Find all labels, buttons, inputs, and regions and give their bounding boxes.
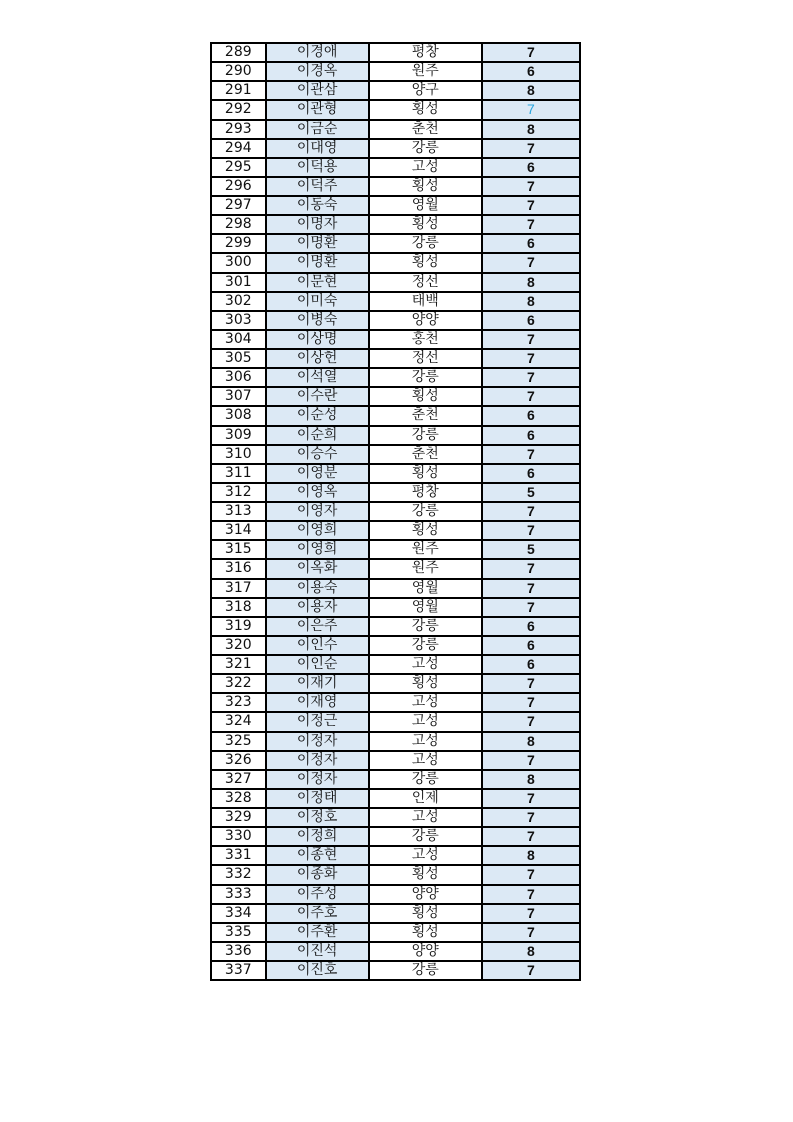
row-number-cell: 313: [211, 502, 266, 521]
row-number-cell: 300: [211, 253, 266, 272]
name-cell: 이승수: [266, 445, 369, 464]
region-cell: 춘천: [369, 406, 482, 425]
row-number-cell: 290: [211, 62, 266, 81]
region-cell: 강릉: [369, 426, 482, 445]
name-cell: 이미숙: [266, 292, 369, 311]
name-cell: 이재기: [266, 674, 369, 693]
region-cell: 횡성: [369, 923, 482, 942]
row-number-cell: 294: [211, 139, 266, 158]
region-cell: 강릉: [369, 961, 482, 980]
row-number-cell: 311: [211, 464, 266, 483]
name-cell: 이상헌: [266, 349, 369, 368]
score-cell: 7: [482, 521, 580, 540]
name-cell: 이인수: [266, 636, 369, 655]
row-number-cell: 289: [211, 43, 266, 62]
score-cell: 7: [482, 961, 580, 980]
table-row: [211, 445, 580, 464]
region-cell: 고성: [369, 693, 482, 712]
region-cell: 횡성: [369, 904, 482, 923]
row-number-cell: 318: [211, 598, 266, 617]
region-cell: 춘천: [369, 445, 482, 464]
name-cell: 이정호: [266, 808, 369, 827]
score-cell: 8: [482, 770, 580, 789]
score-cell: 8: [482, 732, 580, 751]
region-cell: 원주: [369, 62, 482, 81]
region-cell: 홍천: [369, 330, 482, 349]
score-cell: 7: [482, 100, 580, 119]
region-cell: 정선: [369, 349, 482, 368]
region-cell: 고성: [369, 751, 482, 770]
region-cell: 원주: [369, 540, 482, 559]
name-cell: 이덕주: [266, 177, 369, 196]
name-cell: 이진석: [266, 942, 369, 961]
region-cell: 강릉: [369, 139, 482, 158]
roster-table: [210, 42, 581, 981]
score-cell: 8: [482, 292, 580, 311]
region-cell: 정선: [369, 273, 482, 292]
table-row: [211, 712, 580, 731]
region-cell: 양구: [369, 81, 482, 100]
name-cell: 이석열: [266, 368, 369, 387]
name-cell: 이주호: [266, 904, 369, 923]
table-row: [211, 292, 580, 311]
row-number-cell: 334: [211, 904, 266, 923]
region-cell: 고성: [369, 732, 482, 751]
table-row: [211, 923, 580, 942]
table-row: [211, 674, 580, 693]
table-row: [211, 540, 580, 559]
row-number-cell: 332: [211, 865, 266, 884]
score-cell: 6: [482, 311, 580, 330]
table-row: [211, 789, 580, 808]
score-cell: 7: [482, 789, 580, 808]
score-cell: 7: [482, 904, 580, 923]
table-row: [211, 617, 580, 636]
table-row: [211, 43, 580, 62]
row-number-cell: 316: [211, 559, 266, 578]
name-cell: 이병숙: [266, 311, 369, 330]
row-number-cell: 333: [211, 885, 266, 904]
region-cell: 태백: [369, 292, 482, 311]
row-number-cell: 301: [211, 273, 266, 292]
name-cell: 이정희: [266, 827, 369, 846]
score-cell: 7: [482, 445, 580, 464]
score-cell: 6: [482, 655, 580, 674]
name-cell: 이명환: [266, 234, 369, 253]
score-cell: 6: [482, 234, 580, 253]
table-row: [211, 368, 580, 387]
row-number-cell: 306: [211, 368, 266, 387]
table-row: [211, 158, 580, 177]
table-row: [211, 942, 580, 961]
name-cell: 이관삼: [266, 81, 369, 100]
table-row: [211, 253, 580, 272]
region-cell: 영월: [369, 579, 482, 598]
score-cell: 7: [482, 712, 580, 731]
table-row: [211, 808, 580, 827]
region-cell: 춘천: [369, 120, 482, 139]
region-cell: 강릉: [369, 636, 482, 655]
table-row: [211, 732, 580, 751]
name-cell: 이영희: [266, 540, 369, 559]
name-cell: 이대영: [266, 139, 369, 158]
table-row: [211, 751, 580, 770]
name-cell: 이진호: [266, 961, 369, 980]
row-number-cell: 302: [211, 292, 266, 311]
score-cell: 8: [482, 942, 580, 961]
row-number-cell: 312: [211, 483, 266, 502]
name-cell: 이명환: [266, 253, 369, 272]
score-cell: 5: [482, 483, 580, 502]
table-row: [211, 464, 580, 483]
table-row: [211, 139, 580, 158]
row-number-cell: 293: [211, 120, 266, 139]
region-cell: 횡성: [369, 387, 482, 406]
row-number-cell: 298: [211, 215, 266, 234]
table-row: [211, 81, 580, 100]
row-number-cell: 320: [211, 636, 266, 655]
score-cell: 8: [482, 846, 580, 865]
row-number-cell: 296: [211, 177, 266, 196]
table-row: [211, 961, 580, 980]
table-row: [211, 483, 580, 502]
score-cell: 7: [482, 923, 580, 942]
score-cell: 6: [482, 62, 580, 81]
score-cell: 7: [482, 559, 580, 578]
table-row: [211, 885, 580, 904]
name-cell: 이순성: [266, 406, 369, 425]
table-row: [211, 120, 580, 139]
name-cell: 이상명: [266, 330, 369, 349]
region-cell: 양양: [369, 885, 482, 904]
score-cell: 5: [482, 540, 580, 559]
score-cell: 7: [482, 43, 580, 62]
row-number-cell: 325: [211, 732, 266, 751]
row-number-cell: 315: [211, 540, 266, 559]
row-number-cell: 324: [211, 712, 266, 731]
region-cell: 횡성: [369, 521, 482, 540]
name-cell: 이종화: [266, 865, 369, 884]
row-number-cell: 297: [211, 196, 266, 215]
row-number-cell: 309: [211, 426, 266, 445]
region-cell: 강릉: [369, 770, 482, 789]
name-cell: 이문현: [266, 273, 369, 292]
region-cell: 강릉: [369, 617, 482, 636]
region-cell: 고성: [369, 158, 482, 177]
row-number-cell: 295: [211, 158, 266, 177]
row-number-cell: 336: [211, 942, 266, 961]
score-cell: 7: [482, 215, 580, 234]
name-cell: 이경애: [266, 43, 369, 62]
row-number-cell: 335: [211, 923, 266, 942]
table-row: [211, 406, 580, 425]
region-cell: 인제: [369, 789, 482, 808]
region-cell: 강릉: [369, 827, 482, 846]
region-cell: 고성: [369, 808, 482, 827]
row-number-cell: 326: [211, 751, 266, 770]
table-row: [211, 100, 580, 119]
score-cell: 7: [482, 827, 580, 846]
table-row: [211, 177, 580, 196]
name-cell: 이주환: [266, 923, 369, 942]
score-cell: 7: [482, 808, 580, 827]
score-cell: 7: [482, 598, 580, 617]
name-cell: 이영자: [266, 502, 369, 521]
row-number-cell: 319: [211, 617, 266, 636]
score-cell: 6: [482, 464, 580, 483]
name-cell: 이금순: [266, 120, 369, 139]
row-number-cell: 330: [211, 827, 266, 846]
row-number-cell: 310: [211, 445, 266, 464]
score-cell: 7: [482, 177, 580, 196]
name-cell: 이용자: [266, 598, 369, 617]
region-cell: 평창: [369, 43, 482, 62]
score-cell: 7: [482, 196, 580, 215]
row-number-cell: 322: [211, 674, 266, 693]
score-cell: 6: [482, 426, 580, 445]
region-cell: 평창: [369, 483, 482, 502]
name-cell: 이재영: [266, 693, 369, 712]
table-row: [211, 865, 580, 884]
row-number-cell: 299: [211, 234, 266, 253]
region-cell: 횡성: [369, 464, 482, 483]
region-cell: 횡성: [369, 177, 482, 196]
row-number-cell: 303: [211, 311, 266, 330]
table-row: [211, 234, 580, 253]
name-cell: 이수란: [266, 387, 369, 406]
region-cell: 강릉: [369, 502, 482, 521]
score-cell: 7: [482, 502, 580, 521]
score-cell: 6: [482, 617, 580, 636]
score-cell: 8: [482, 120, 580, 139]
row-number-cell: 317: [211, 579, 266, 598]
score-cell: 7: [482, 253, 580, 272]
table-row: [211, 502, 580, 521]
name-cell: 이경옥: [266, 62, 369, 81]
region-cell: 원주: [369, 559, 482, 578]
row-number-cell: 327: [211, 770, 266, 789]
row-number-cell: 292: [211, 100, 266, 119]
score-cell: 7: [482, 139, 580, 158]
name-cell: 이정태: [266, 789, 369, 808]
region-cell: 횡성: [369, 100, 482, 119]
table-row: [211, 62, 580, 81]
table-row: [211, 521, 580, 540]
score-cell: 8: [482, 273, 580, 292]
row-number-cell: 331: [211, 846, 266, 865]
region-cell: 고성: [369, 655, 482, 674]
region-cell: 영월: [369, 196, 482, 215]
name-cell: 이종현: [266, 846, 369, 865]
name-cell: 이영분: [266, 464, 369, 483]
table-row: [211, 636, 580, 655]
table-row: [211, 693, 580, 712]
row-number-cell: 307: [211, 387, 266, 406]
table-row: [211, 904, 580, 923]
row-number-cell: 329: [211, 808, 266, 827]
row-number-cell: 323: [211, 693, 266, 712]
region-cell: 고성: [369, 712, 482, 731]
score-cell: 7: [482, 885, 580, 904]
score-cell: 8: [482, 81, 580, 100]
score-cell: 7: [482, 368, 580, 387]
region-cell: 양양: [369, 942, 482, 961]
name-cell: 이정자: [266, 770, 369, 789]
name-cell: 이주성: [266, 885, 369, 904]
table-row: [211, 655, 580, 674]
table-row: [211, 349, 580, 368]
table-row: [211, 311, 580, 330]
score-cell: 7: [482, 751, 580, 770]
name-cell: 이정근: [266, 712, 369, 731]
region-cell: 횡성: [369, 215, 482, 234]
row-number-cell: 328: [211, 789, 266, 808]
name-cell: 이영옥: [266, 483, 369, 502]
region-cell: 강릉: [369, 368, 482, 387]
name-cell: 이은주: [266, 617, 369, 636]
name-cell: 이옥화: [266, 559, 369, 578]
region-cell: 횡성: [369, 253, 482, 272]
region-cell: 영월: [369, 598, 482, 617]
table-row: [211, 330, 580, 349]
region-cell: 고성: [369, 846, 482, 865]
table-row: [211, 196, 580, 215]
score-cell: 6: [482, 406, 580, 425]
table-row: [211, 827, 580, 846]
region-cell: 양양: [369, 311, 482, 330]
score-cell: 7: [482, 330, 580, 349]
row-number-cell: 337: [211, 961, 266, 980]
name-cell: 이명자: [266, 215, 369, 234]
table-row: [211, 387, 580, 406]
name-cell: 이순희: [266, 426, 369, 445]
name-cell: 이관형: [266, 100, 369, 119]
table-row: [211, 426, 580, 445]
score-cell: 6: [482, 636, 580, 655]
name-cell: 이영희: [266, 521, 369, 540]
region-cell: 횡성: [369, 865, 482, 884]
table-row: [211, 846, 580, 865]
roster-table-body: [211, 43, 580, 980]
name-cell: 이용숙: [266, 579, 369, 598]
score-cell: 7: [482, 865, 580, 884]
score-cell: 7: [482, 579, 580, 598]
row-number-cell: 321: [211, 655, 266, 674]
row-number-cell: 305: [211, 349, 266, 368]
region-cell: 횡성: [369, 674, 482, 693]
name-cell: 이인순: [266, 655, 369, 674]
score-cell: 7: [482, 674, 580, 693]
score-cell: 7: [482, 693, 580, 712]
row-number-cell: 291: [211, 81, 266, 100]
name-cell: 이덕용: [266, 158, 369, 177]
name-cell: 이동숙: [266, 196, 369, 215]
score-cell: 7: [482, 349, 580, 368]
row-number-cell: 304: [211, 330, 266, 349]
row-number-cell: 314: [211, 521, 266, 540]
name-cell: 이정자: [266, 751, 369, 770]
table-row: [211, 770, 580, 789]
table-row: [211, 215, 580, 234]
region-cell: 강릉: [369, 234, 482, 253]
name-cell: 이정자: [266, 732, 369, 751]
score-cell: 7: [482, 387, 580, 406]
table-row: [211, 598, 580, 617]
row-number-cell: 308: [211, 406, 266, 425]
table-row: [211, 559, 580, 578]
score-cell: 6: [482, 158, 580, 177]
table-row: [211, 273, 580, 292]
table-row: [211, 579, 580, 598]
